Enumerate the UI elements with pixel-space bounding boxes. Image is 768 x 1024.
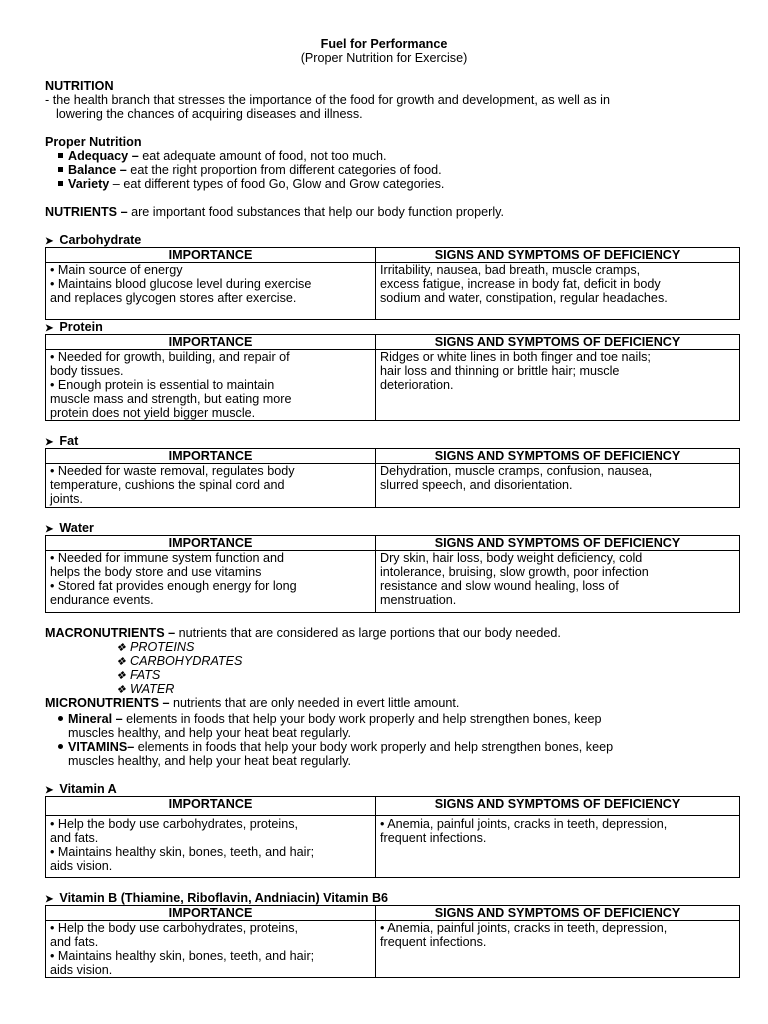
cell-line: • Main source of energy bbox=[50, 263, 183, 277]
cell-line: resistance and slow wound healing, loss of bbox=[380, 579, 619, 593]
macro-item-label: WATER bbox=[130, 682, 175, 696]
cell-line: excess fatigue, increase in body fat, deficit in body bbox=[380, 277, 661, 291]
mineral-text-line2: muscles healthy, and help your heat beat regularly. bbox=[68, 726, 352, 740]
page-title: Fuel for Performance bbox=[320, 37, 448, 51]
signs-cell bbox=[376, 921, 740, 978]
micronutrients-text: nutrients that are only needed in evert little amount. bbox=[169, 696, 460, 710]
cell-line: and replaces glycogen stores after exercise. bbox=[50, 291, 297, 305]
cell-line: • Help the body use carbohydrates, proteins, bbox=[50, 921, 299, 935]
fat-table bbox=[45, 448, 740, 508]
water-table bbox=[45, 535, 740, 613]
cell-line: • Maintains healthy skin, bones, teeth, and hair; bbox=[50, 845, 315, 859]
mineral-term: Mineral – bbox=[68, 712, 123, 726]
signs-cell bbox=[376, 551, 740, 613]
signs-header: SIGNS AND SYMPTOMS OF DEFICIENCY bbox=[376, 797, 740, 816]
macro-item bbox=[116, 682, 174, 697]
cell-line: protein does not yield bigger muscle. bbox=[50, 406, 256, 420]
cell-line: frequent infections. bbox=[380, 831, 487, 845]
importance-header: IMPORTANCE bbox=[46, 536, 376, 551]
importance-header: IMPORTANCE bbox=[46, 449, 376, 464]
macro-item-label: PROTEINS bbox=[130, 640, 195, 654]
cell-line: and fats. bbox=[50, 935, 99, 949]
proper-item-balance bbox=[58, 163, 442, 177]
cell-line: Irritability, nausea, bad breath, muscle cramps, bbox=[380, 263, 641, 277]
macro-item-label: CARBOHYDRATES bbox=[130, 654, 243, 668]
section-title: Fat bbox=[59, 434, 79, 448]
round-bullet-icon bbox=[58, 744, 63, 749]
section-title: Vitamin B (Thiamine, Riboflavin, Andniacin) Vitamin B6 bbox=[59, 891, 389, 905]
section-title: Vitamin A bbox=[59, 782, 117, 796]
proper-item-text: – eat different types of food Go, Glow and Grow categories. bbox=[109, 177, 445, 191]
carbohydrate-table bbox=[45, 247, 740, 320]
macro-item bbox=[116, 640, 194, 655]
proper-item-variety bbox=[58, 177, 444, 191]
square-bullet-icon bbox=[58, 153, 63, 158]
signs-cell bbox=[376, 263, 740, 320]
vitamins-term: VITAMINS– bbox=[68, 740, 135, 754]
macro-item bbox=[116, 654, 242, 669]
cell-line: body tissues. bbox=[50, 364, 124, 378]
square-bullet-icon bbox=[58, 181, 63, 186]
signs-cell bbox=[376, 464, 740, 508]
mineral-item bbox=[58, 712, 601, 726]
nutrition-definition-line2: lowering the chances of acquiring diseases and illness. bbox=[56, 107, 363, 121]
cell-line: endurance events. bbox=[50, 593, 154, 607]
signs-header: SIGNS AND SYMPTOMS OF DEFICIENCY bbox=[376, 248, 740, 263]
cell-line: hair loss and thinning or brittle hair; muscle bbox=[380, 364, 620, 378]
cell-line: joints. bbox=[50, 492, 83, 506]
cell-line: • Anemia, painful joints, cracks in teeth, depression, bbox=[380, 817, 668, 831]
macro-item-label: FATS bbox=[130, 668, 161, 682]
cell-line: • Maintains blood glucose level during exercise bbox=[50, 277, 312, 291]
macronutrients-definition bbox=[45, 626, 561, 640]
cell-line: • Enough protein is essential to maintain bbox=[50, 378, 275, 392]
cell-line: aids vision. bbox=[50, 859, 113, 873]
importance-header: IMPORTANCE bbox=[46, 335, 376, 350]
signs-header: SIGNS AND SYMPTOMS OF DEFICIENCY bbox=[376, 906, 740, 921]
nutrition-definition-line1: - the health branch that stresses the importance of the food for growth and development, as well as in bbox=[45, 93, 610, 107]
vitamin-a-table bbox=[45, 796, 740, 878]
section-title: Water bbox=[59, 521, 94, 535]
proper-item-text: eat the right proportion from different categories of food. bbox=[126, 163, 442, 177]
importance-cell bbox=[46, 921, 376, 978]
arrowhead-bullet-icon: ➤ bbox=[45, 524, 54, 535]
nutrients-text: are important food substances that help our body function properly. bbox=[127, 205, 504, 219]
cell-line: • Stored fat provides enough energy for long bbox=[50, 579, 297, 593]
arrowhead-bullet-icon: ➤ bbox=[45, 894, 54, 905]
signs-header: SIGNS AND SYMPTOMS OF DEFICIENCY bbox=[376, 536, 740, 551]
vitamins-text: elements in foods that help your body work properly and help strengthen bones, keep bbox=[134, 740, 614, 754]
vitamin-b-table bbox=[45, 905, 740, 978]
signs-cell bbox=[376, 350, 740, 421]
cell-line: • Needed for immune system function and bbox=[50, 551, 285, 565]
square-bullet-icon bbox=[58, 167, 63, 172]
importance-header: IMPORTANCE bbox=[46, 906, 376, 921]
arrowhead-bullet-icon: ➤ bbox=[45, 323, 54, 334]
importance-cell bbox=[46, 551, 376, 613]
proper-item-adequacy bbox=[58, 149, 387, 163]
proper-item-text: eat adequate amount of food, not too much. bbox=[138, 149, 387, 163]
page-subtitle: (Proper Nutrition for Exercise) bbox=[300, 51, 468, 65]
round-bullet-icon bbox=[58, 716, 63, 721]
cell-line: • Needed for growth, building, and repair of bbox=[50, 350, 290, 364]
cell-line: • Help the body use carbohydrates, proteins, bbox=[50, 817, 299, 831]
cell-line: menstruation. bbox=[380, 593, 457, 607]
cell-line: aids vision. bbox=[50, 963, 113, 977]
importance-cell bbox=[46, 464, 376, 508]
macro-item bbox=[116, 668, 160, 683]
cell-line: sodium and water, constipation, regular headaches. bbox=[380, 291, 668, 305]
cell-line: • Maintains healthy skin, bones, teeth, and hair; bbox=[50, 949, 315, 963]
cell-line: Dry skin, hair loss, body weight deficiency, cold bbox=[380, 551, 643, 565]
proper-nutrition-heading: Proper Nutrition bbox=[45, 135, 142, 149]
nutrition-heading: NUTRITION bbox=[45, 79, 114, 93]
signs-cell bbox=[376, 816, 740, 878]
cell-line: • Needed for waste removal, regulates body bbox=[50, 464, 295, 478]
vitamins-text-line2: muscles healthy, and help your heat beat regularly. bbox=[68, 754, 352, 768]
diamond-bullet-icon: ❖ bbox=[116, 656, 126, 668]
importance-cell bbox=[46, 263, 376, 320]
arrowhead-bullet-icon: ➤ bbox=[45, 437, 54, 448]
vitamins-item bbox=[58, 740, 613, 754]
cell-line: and fats. bbox=[50, 831, 99, 845]
cell-line: slurred speech, and disorientation. bbox=[380, 478, 573, 492]
nutrients-definition bbox=[45, 205, 504, 219]
importance-header: IMPORTANCE bbox=[46, 797, 376, 816]
arrowhead-bullet-icon: ➤ bbox=[45, 236, 54, 247]
section-title: Protein bbox=[59, 320, 103, 334]
cell-line: deterioration. bbox=[380, 378, 454, 392]
cell-line: Dehydration, muscle cramps, confusion, nausea, bbox=[380, 464, 653, 478]
cell-line: • Anemia, painful joints, cracks in teeth, depression, bbox=[380, 921, 668, 935]
diamond-bullet-icon: ❖ bbox=[116, 670, 126, 682]
cell-line: muscle mass and strength, but eating more bbox=[50, 392, 292, 406]
signs-header: SIGNS AND SYMPTOMS OF DEFICIENCY bbox=[376, 449, 740, 464]
cell-line: intolerance, bruising, slow growth, poor infection bbox=[380, 565, 649, 579]
importance-header: IMPORTANCE bbox=[46, 248, 376, 263]
cell-line: frequent infections. bbox=[380, 935, 487, 949]
proper-item-term: Variety bbox=[68, 177, 110, 191]
mineral-text: elements in foods that help your body work properly and help strengthen bones, keep bbox=[122, 712, 602, 726]
micronutrients-definition bbox=[45, 696, 459, 710]
micronutrients-term: MICRONUTRIENTS – bbox=[45, 696, 170, 710]
cell-line: temperature, cushions the spinal cord and bbox=[50, 478, 285, 492]
signs-header: SIGNS AND SYMPTOMS OF DEFICIENCY bbox=[376, 335, 740, 350]
macronutrients-term: MACRONUTRIENTS – bbox=[45, 626, 176, 640]
diamond-bullet-icon: ❖ bbox=[116, 684, 126, 696]
diamond-bullet-icon: ❖ bbox=[116, 642, 126, 654]
arrowhead-bullet-icon: ➤ bbox=[45, 785, 54, 796]
importance-cell bbox=[46, 350, 376, 421]
protein-table bbox=[45, 334, 740, 421]
nutrients-term: NUTRIENTS – bbox=[45, 205, 128, 219]
cell-line: Ridges or white lines in both finger and toe nails; bbox=[380, 350, 651, 364]
proper-item-term: Adequacy – bbox=[68, 149, 139, 163]
macronutrients-text: nutrients that are considered as large portions that our body needed. bbox=[175, 626, 561, 640]
proper-item-term: Balance – bbox=[68, 163, 127, 177]
importance-cell bbox=[46, 816, 376, 878]
cell-line: helps the body store and use vitamins bbox=[50, 565, 262, 579]
section-title: Carbohydrate bbox=[59, 233, 142, 247]
